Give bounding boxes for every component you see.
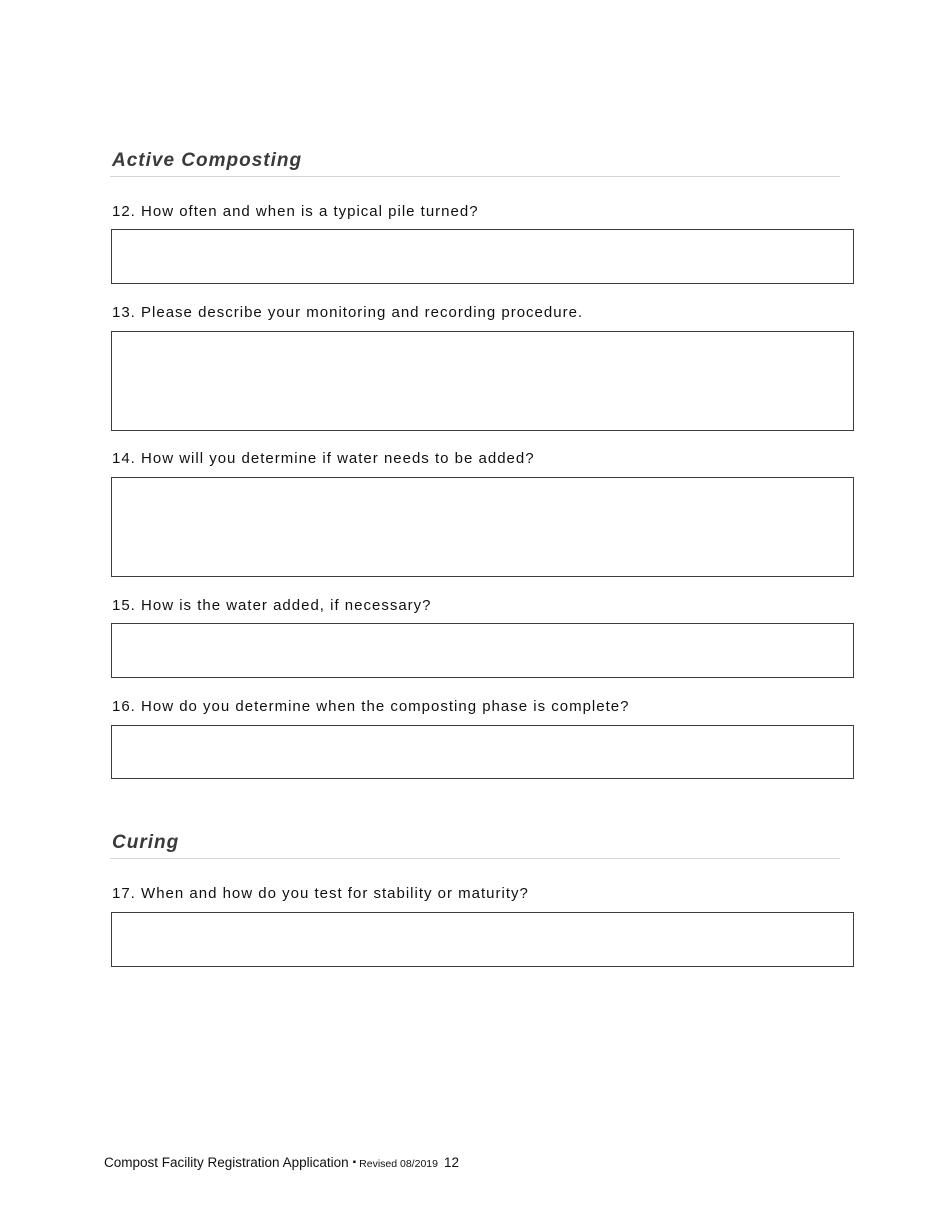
- question-12-label: [112, 203, 479, 220]
- section-title-curing: Curing: [112, 832, 180, 853]
- question-number: 15.: [112, 597, 136, 614]
- footer-page-number: 12: [443, 1155, 459, 1170]
- question-16-label: [112, 698, 629, 715]
- question-17-label: [112, 885, 529, 902]
- section-title-active-composting: Active Composting: [112, 150, 303, 171]
- question-number: 16.: [112, 698, 136, 715]
- question-14-answer-field[interactable]: [111, 477, 854, 577]
- section-divider: [110, 858, 840, 859]
- question-text: How often and when is a typical pile turned?: [141, 203, 479, 220]
- question-number: 14.: [112, 450, 136, 467]
- question-15-answer-field[interactable]: [111, 623, 854, 678]
- question-text: How do you determine when the composting phase is complete?: [141, 698, 630, 715]
- question-17-answer-field[interactable]: [111, 912, 854, 967]
- question-text: Please describe your monitoring and recording procedure.: [141, 304, 584, 321]
- page-footer: [104, 1155, 459, 1170]
- footer-document-title: Compost Facility Registration Application: [104, 1155, 349, 1170]
- question-13-answer-field[interactable]: [111, 331, 854, 431]
- question-number: 17.: [112, 885, 136, 902]
- section-divider: [110, 176, 840, 177]
- question-12-answer-field[interactable]: [111, 229, 854, 284]
- question-14-label: [112, 450, 535, 467]
- footer-bullet: ▪: [352, 1157, 357, 1168]
- question-15-label: [112, 597, 432, 614]
- footer-revised-date: Revised 08/2019: [359, 1158, 438, 1170]
- question-number: 13.: [112, 304, 136, 321]
- question-number: 12.: [112, 203, 136, 220]
- question-13-label: [112, 304, 583, 321]
- question-text: How will you determine if water needs to be added?: [141, 450, 535, 467]
- question-16-answer-field[interactable]: [111, 725, 854, 779]
- question-text: How is the water added, if necessary?: [141, 597, 432, 614]
- question-text: When and how do you test for stability or maturity?: [141, 885, 529, 902]
